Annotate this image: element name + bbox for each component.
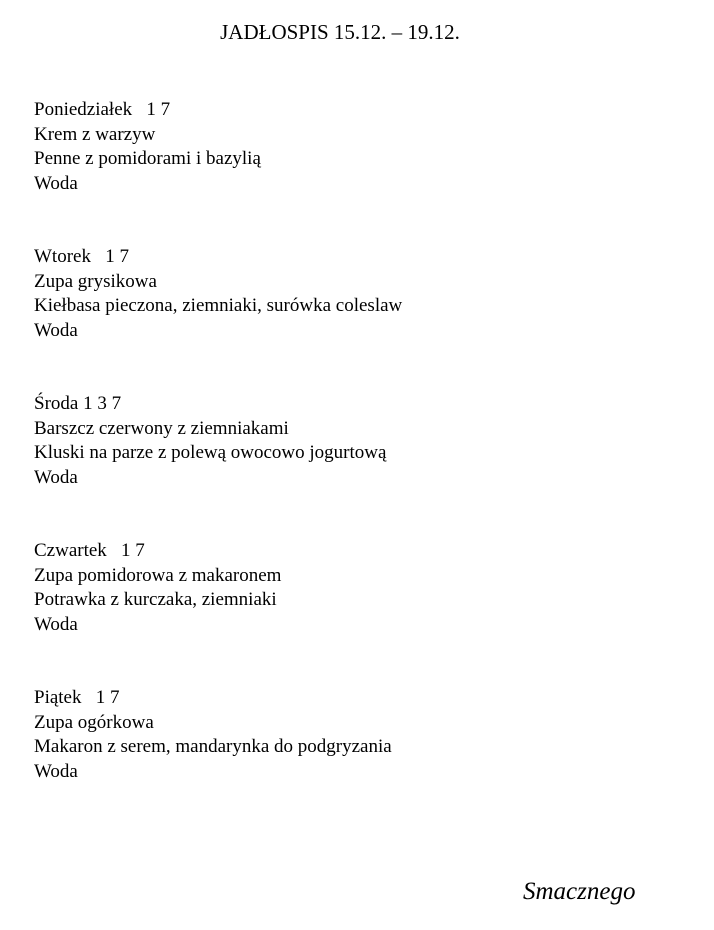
day-header: Wtorek 1 7	[34, 246, 129, 267]
menu-item-main: Penne z pomidorami i bazylią	[34, 148, 261, 169]
menu-item-soup: Krem z warzyw	[34, 123, 156, 145]
day-section-tuesday	[34, 245, 402, 343]
menu-item-soup: Zupa ogórkowa	[34, 711, 154, 733]
menu-item-drink: Woda	[34, 760, 78, 782]
menu-item-drink: Woda	[34, 172, 78, 194]
day-section-monday	[34, 98, 261, 196]
menu-item-drink: Woda	[34, 319, 78, 341]
menu-item-drink: Woda	[34, 466, 78, 488]
day-section-thursday	[34, 539, 281, 637]
menu-item-main: Potrawka z kurczaka, ziemniaki	[34, 589, 277, 610]
menu-item-main: Makaron z serem, mandarynka do podgryzania	[34, 736, 392, 757]
menu-item-soup: Barszcz czerwony z ziemniakami	[34, 417, 289, 439]
day-header: Piątek 1 7	[34, 687, 120, 708]
day-section-friday	[34, 686, 392, 784]
menu-item-soup: Zupa pomidorowa z makaronem	[34, 564, 282, 586]
day-section-wednesday	[34, 392, 386, 490]
day-header: Poniedziałek 1 7	[34, 99, 171, 120]
page-title: JADŁOSPIS 15.12. – 19.12.	[220, 20, 460, 44]
closing-greeting: Smacznego	[523, 878, 636, 905]
menu-item-drink: Woda	[34, 613, 78, 635]
menu-item-main: Kiełbasa pieczona, ziemniaki, surówka coleslaw	[34, 295, 403, 316]
day-header: Czwartek 1 7	[34, 540, 145, 561]
menu-item-soup: Zupa grysikowa	[34, 270, 157, 292]
day-header: Środa 1 3 7	[34, 393, 122, 414]
menu-item-main: Kluski na parze z polewą owocowo jogurtową	[34, 442, 387, 463]
